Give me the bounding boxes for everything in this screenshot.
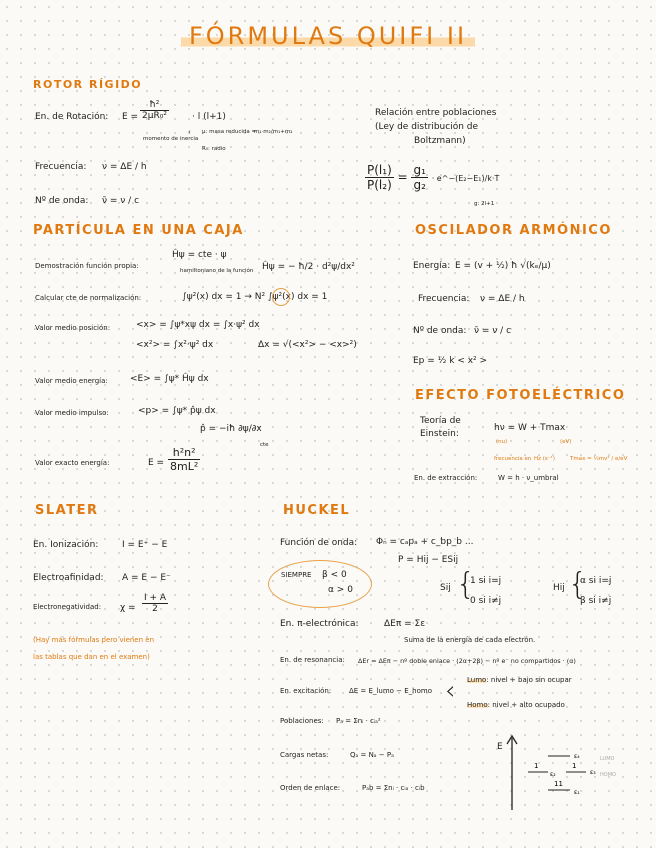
slater-note-1: (Hay más fórmulas pero vienen en [33,636,155,644]
epsilon-2-label: ε₂ [550,771,556,778]
section-heading-oscilador: OSCILADOR ARMÓNICO [415,223,612,238]
momento-inercia-note: momento de inercia [143,136,199,142]
exact-energy-fraction [168,446,200,473]
demo-eq: Ĥψ = cte · ψ [172,250,227,260]
pi-electronic-note: Suma de la energía de cada electrón. [404,636,536,644]
mu-value: m₁·m₂/m₁+m₂ [254,129,293,135]
energy-mean-eq: <E> = ∫ψ* Ĥψ dx [130,374,209,384]
section-heading-fotoelectrico: EFECTO FOTOELÉCTRICO [415,388,626,403]
impulse-label: Valor medio impulso: [35,409,109,417]
homo-description: : nivel + alto ocupado [487,701,565,709]
impulse-eq: <p> = ∫ψ* p̂ψ dx [138,406,216,416]
osc-energy-label: Energía: [413,261,451,271]
photoelectric-note-tmax: Tmax = ½mv² / e/eV [570,456,628,462]
resonance-eq: ΔEr = ΔEπ − nº doble enlace · (2α+2β) − nº e⁻ no compartidos · (α) [358,657,576,665]
osc-freq-eq: ν = ΔE / h [480,294,525,304]
net-charges-eq: Qₐ = Nₐ − Pₐ [350,751,394,759]
exact-energy-num: h²n² [168,446,200,460]
photoelectric-eq: hν = W + Tmax [494,423,566,433]
level-e3-right-electrons: 1 [572,762,577,770]
epsilon-3-label: ε₃ [590,769,596,776]
section-heading-particula: PARTÍCULA EN UNA CAJA [33,223,244,238]
lumo-description: : nivel + bajo sin ocupar [486,676,572,684]
osc-energy-eq: E = (v + ½) ħ √(kₑ/μ) [455,261,551,271]
lumo-small-label: LUMO [600,756,615,762]
sij-case-1: 1 si i=j [470,576,502,586]
electronegativity-den: 2 [152,604,158,614]
exact-energy-lhs: E = [148,458,165,468]
rotor-wavenumber-label: Nº de onda: [35,196,89,206]
sij-label: Sij [440,583,451,593]
hij-case-2: β si i≠j [580,596,612,606]
rotor-energy-tail: · l (l+1) [192,112,226,122]
mu-label: μ: masa reducida = [202,129,257,135]
boltzmann-title-1: Relación entre poblaciones [375,108,497,118]
photoelectric-note-unit: Hz (s⁻¹) [534,456,556,462]
highlight-circle-n [272,288,290,306]
beta-condition: β < 0 [322,570,347,580]
exact-energy-label: Valor exacto energía: [35,459,110,467]
electronegativity-label: Electronegatividad: [33,603,102,611]
epsilon-1-label: ε₁ [574,789,580,796]
section-heading-slater: SLATER [35,503,99,518]
photoelectric-unit-2: (eV) [560,439,572,445]
level-e1-electrons: 11 [554,780,563,788]
hij-label: Hij [553,583,565,593]
osc-ep-eq: Ep = ½ k < x² > [413,356,488,366]
norm-eq: ∫ψ²(x) dx = 1 → N² ∫ψ²(x) dx = 1 [182,292,328,302]
exact-energy-den: 8mL² [170,460,199,473]
energy-axis-label: E [497,742,503,752]
osc-wavenumber-eq: ν̄ = ν / c [474,326,512,336]
extraction-label: En. de extracción: [414,474,478,482]
boltzmann-lhs-num: P(l₁) [367,163,392,177]
boltzmann-g-note: g: 2l+1 [474,201,495,207]
wave-function-eq: Φₙ = cₐpₐ + c_bp_b ... [376,537,474,547]
norm-label: Calcular cte de normalización: [35,294,142,302]
epsilon-4-label: ε₄ [574,753,580,760]
ionization-label: En. Ionización: [33,540,99,550]
demo-label: Demostración función propia: [35,262,139,270]
demo-h-eq: Ĥψ = − ħ/2 · d²ψ/dx² [262,262,355,272]
section-heading-rotor: ROTOR RÍGIDO [33,78,143,91]
populations-eq: Pₐ = Σnᵢ · cᵢₐ² [336,717,381,725]
osc-freq-label: Frecuencia: [418,294,470,304]
homo-small-label: HOMO [600,772,616,778]
rotor-energy-den: 2μR₀² [142,111,167,121]
extraction-eq: W = h · ν_umbral [498,474,559,482]
impulse-cte: cte [260,442,269,448]
pi-electronic-eq: ΔEπ = Σε [384,619,426,629]
brace-icon: ‹ [188,128,191,136]
boltzmann-lhs-den: P(l₂) [367,178,392,192]
hij-case-1: α si i=j [580,576,612,586]
populations-label: Poblaciones: [280,717,324,725]
excitation-bracket-icon: ‹ [445,676,456,706]
boltzmann-title-2: (Ley de distribución de [375,122,479,132]
rotor-energy-fraction [140,100,169,121]
rotor-freq-formula: ν = ΔE / h [102,162,147,172]
photoelectric-note: frecuencia en [494,456,532,462]
position-eq2: <x²> = ∫x²·ψ² dx [136,340,214,350]
r0-label: R₀: radio [202,146,226,152]
rotor-energy-label: En. de Rotación: [35,112,109,122]
homo-def [467,701,565,709]
net-charges-label: Cargas netas: [280,751,329,759]
wave-function-label: Función de onda: [280,538,358,548]
electronegativity-fraction [142,593,168,614]
bond-order-eq: Pₐb = Σnᵢ · cᵢₐ · cᵢb [362,784,425,792]
einstein-theory-1: Teoría de [420,416,461,426]
sij-brace-icon: { [456,567,476,602]
boltzmann-exponent: · e^−(E₂−E₁)/k·T [431,174,500,183]
hamiltoniano-note: hamiltoniano de la función [180,268,254,274]
boltzmann-formula: $\frac{\text{P(l₁)}}{\text{P(l₂)}}$ = $\frac{\text{g₁}}{\text{g₂}}$ · e^−(E₂−E₁)/k·T [367,163,500,192]
section-heading-huckel: HUCKEL [283,503,351,518]
energy-level-diagram [490,730,640,812]
lumo-term: Lumo [467,676,487,684]
homo-term: Homo [467,701,488,709]
rotor-energy-lhs: E = [122,112,139,122]
excitation-eq: ΔE = E_lumo − E_homo [349,687,432,695]
impulse-operator: p̂ = −iħ ∂ψ/∂x [200,424,262,434]
slater-note-2: las tablas que dan en el examen) [33,653,150,661]
boltzmann-g-num: g₁ [413,163,426,177]
alpha-condition: α > 0 [328,585,353,595]
bond-order-label: Orden de enlace: [280,784,341,792]
pi-electronic-label: En. π-electrónica: [280,619,359,629]
level-e3-left-electrons: 1 [534,762,539,770]
siempre-ellipse [268,560,372,608]
energy-mean-label: Valor medio energía: [35,377,108,385]
resonance-label: En. de resonancia: [280,656,345,664]
page-title: FÓRMULAS QUIFI II [0,22,656,50]
electronegativity-num: I + A [144,593,167,603]
boltzmann-g-den: g₂ [413,178,426,192]
rotor-wavenumber-formula: ν̄ = ν / c [102,196,140,206]
electroaffinity-label: Electroafinidad: [33,573,104,583]
boltzmann-title-3: Boltzmann) [414,136,466,146]
sij-case-2: 0 si i≠j [470,596,502,606]
hij-brace-icon: { [568,567,588,602]
electronegativity-lhs: χ = [120,603,136,613]
photoelectric-unit-1: (nu) [496,439,508,445]
electroaffinity-eq: A = E − E⁻ [122,573,171,583]
ionization-eq: I = E⁺ − E [122,540,168,550]
wave-function-arrow-eq: P = Hij − ESij [398,555,459,565]
lumo-def [467,676,572,684]
einstein-theory-2: Einstein: [420,429,459,439]
rotor-freq-label: Frecuencia: [35,162,87,172]
delta-x-eq: Δx = √(<x²> − <x>²) [258,340,357,350]
excitation-label: En. excitación: [280,687,332,695]
position-label: Valor medio posición: [35,324,111,332]
osc-wavenumber-label: Nº de onda: [413,326,467,336]
rotor-energy-num: ħ² [140,100,169,111]
siempre-label: SIEMPRE [281,571,312,579]
position-eq: <x> = ∫ψ*xψ dx = ∫x·ψ² dx [136,320,260,330]
